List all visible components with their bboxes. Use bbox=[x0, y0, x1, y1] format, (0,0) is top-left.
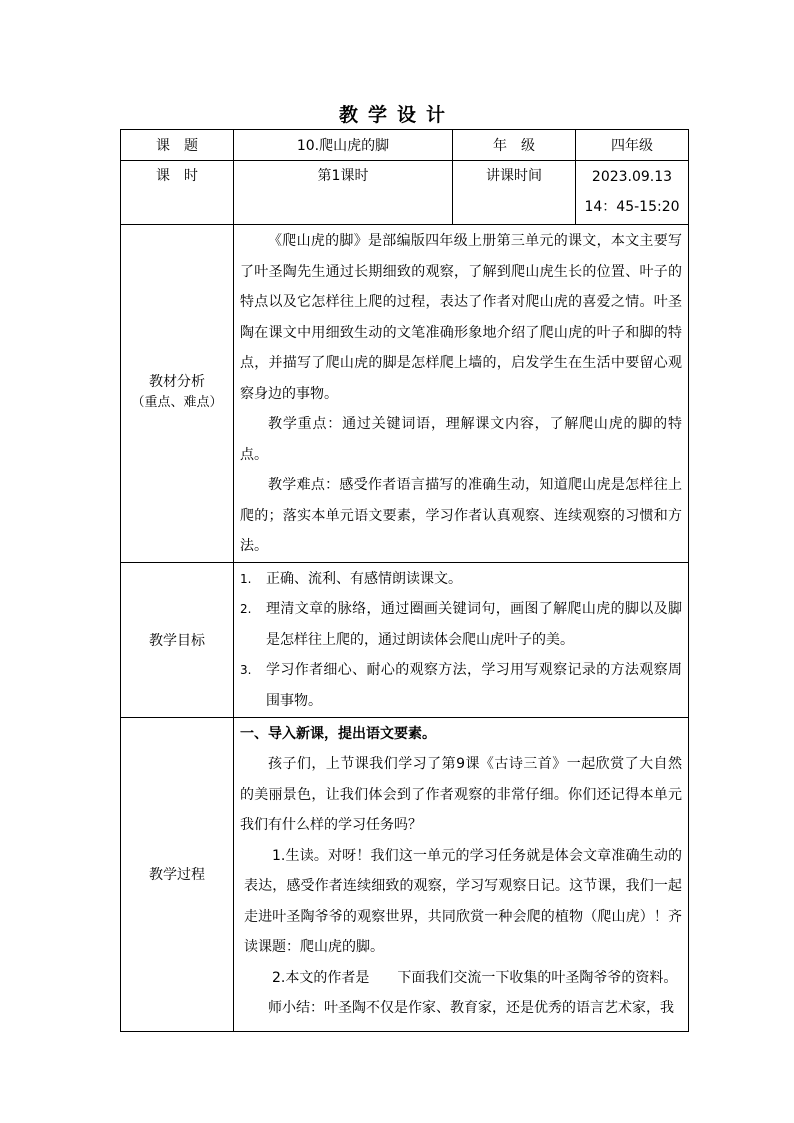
process-step: 1.生读。对呀！我们这一单元的学习任务就是体会文章准确生动的表达，感受作者连续细致的观察，学习写观察日记。这节课，我们一起走进叶圣陶爷爷的观察世界，共同欣赏一种会爬的植物（爬山虎）！齐读课题：爬山虎的脚。 bbox=[244, 847, 682, 955]
analysis-label-cell bbox=[121, 225, 234, 563]
document-title: 教学设计 bbox=[338, 104, 455, 126]
goals-label: 教学目标 bbox=[121, 562, 234, 717]
row-topic bbox=[121, 130, 689, 161]
row-analysis bbox=[121, 225, 689, 563]
analysis-label: 教材分析 bbox=[149, 374, 205, 391]
goal-text: 理清文章的脉络，通过圈画关键词句，画图了解爬山虎的脚以及脚是怎样往上爬的，通过朗读体会爬山虎叶子的美。 bbox=[266, 601, 682, 648]
goal-item bbox=[234, 655, 688, 716]
row-period bbox=[121, 161, 689, 225]
goal-item bbox=[234, 594, 688, 655]
goal-item bbox=[234, 564, 688, 595]
analysis-content bbox=[234, 225, 689, 563]
process-section-heading: 一、导入新课，提出语文要素。 bbox=[240, 725, 436, 742]
analysis-difficulty: 教学难点：感受作者语言描写的准确生动，知道爬山虎是怎样往上爬的；落实本单元语文要素，学习作者认真观察、连续观察的习惯和方法。 bbox=[240, 477, 682, 554]
period-label: 课 时 bbox=[121, 161, 234, 225]
lesson-time-range: 14：45-15:20 bbox=[584, 199, 680, 215]
goal-text: 正确、流利、有感情朗读课文。 bbox=[266, 570, 462, 587]
row-process bbox=[121, 717, 689, 1031]
goals-content bbox=[234, 562, 689, 717]
lesson-time bbox=[576, 161, 689, 225]
analysis-intro: 《爬山虎的脚》是部编版四年级上册第三单元的课文，本文主要写了叶圣陶先生通过长期细致的观察，了解到爬山虎生长的位置、叶子的特点以及它怎样往上爬的过程，表达了作者对爬山虎的喜爱之情。叶圣陶在课文中用细致生动的文笔准确形象地介绍了爬山虎的叶子和脚的特点，并描写了爬山虎的脚是怎样爬上墙的，启发学生在生活中要留心观察身边的事物。 bbox=[240, 233, 682, 402]
process-paragraph: 孩子们，上节课我们学习了第9课《古诗三首》一起欣赏了大自然的美丽景色，让我们体会到了作者观察的非常仔细。你们还记得本单元我们有什么样的学习任务吗？ bbox=[240, 756, 682, 833]
goal-number: 1. bbox=[240, 571, 252, 586]
topic-value: 10.爬山虎的脚 bbox=[234, 130, 453, 161]
grade-value: 四年级 bbox=[576, 130, 689, 161]
time-label: 讲课时间 bbox=[453, 161, 576, 225]
process-step: 2.本文的作者是 下面我们交流一下收集的叶圣陶爷爷的资料。 bbox=[272, 969, 678, 986]
process-summary: 师小结：叶圣陶不仅是作家、教育家，还是优秀的语言艺术家，我 bbox=[268, 1000, 674, 1016]
grade-label: 年 级 bbox=[453, 130, 576, 161]
analysis-sublabel: （重点、难点） bbox=[131, 395, 223, 411]
lesson-date: 2023.09.13 bbox=[591, 169, 673, 185]
period-value: 第1课时 bbox=[234, 161, 453, 225]
topic-label: 课 题 bbox=[121, 130, 234, 161]
goal-number: 2. bbox=[240, 602, 252, 616]
goal-number: 3. bbox=[240, 663, 252, 677]
process-content bbox=[234, 717, 689, 1031]
lesson-plan-table bbox=[120, 129, 689, 1032]
process-label: 教学过程 bbox=[121, 717, 234, 1031]
row-goals bbox=[121, 562, 689, 717]
goal-text: 学习作者细心、耐心的观察方法，学习用写观察记录的方法观察周围事物。 bbox=[266, 662, 682, 709]
analysis-key-point: 教学重点：通过关键词语，理解课文内容，了解爬山虎的脚的特点。 bbox=[240, 416, 682, 463]
